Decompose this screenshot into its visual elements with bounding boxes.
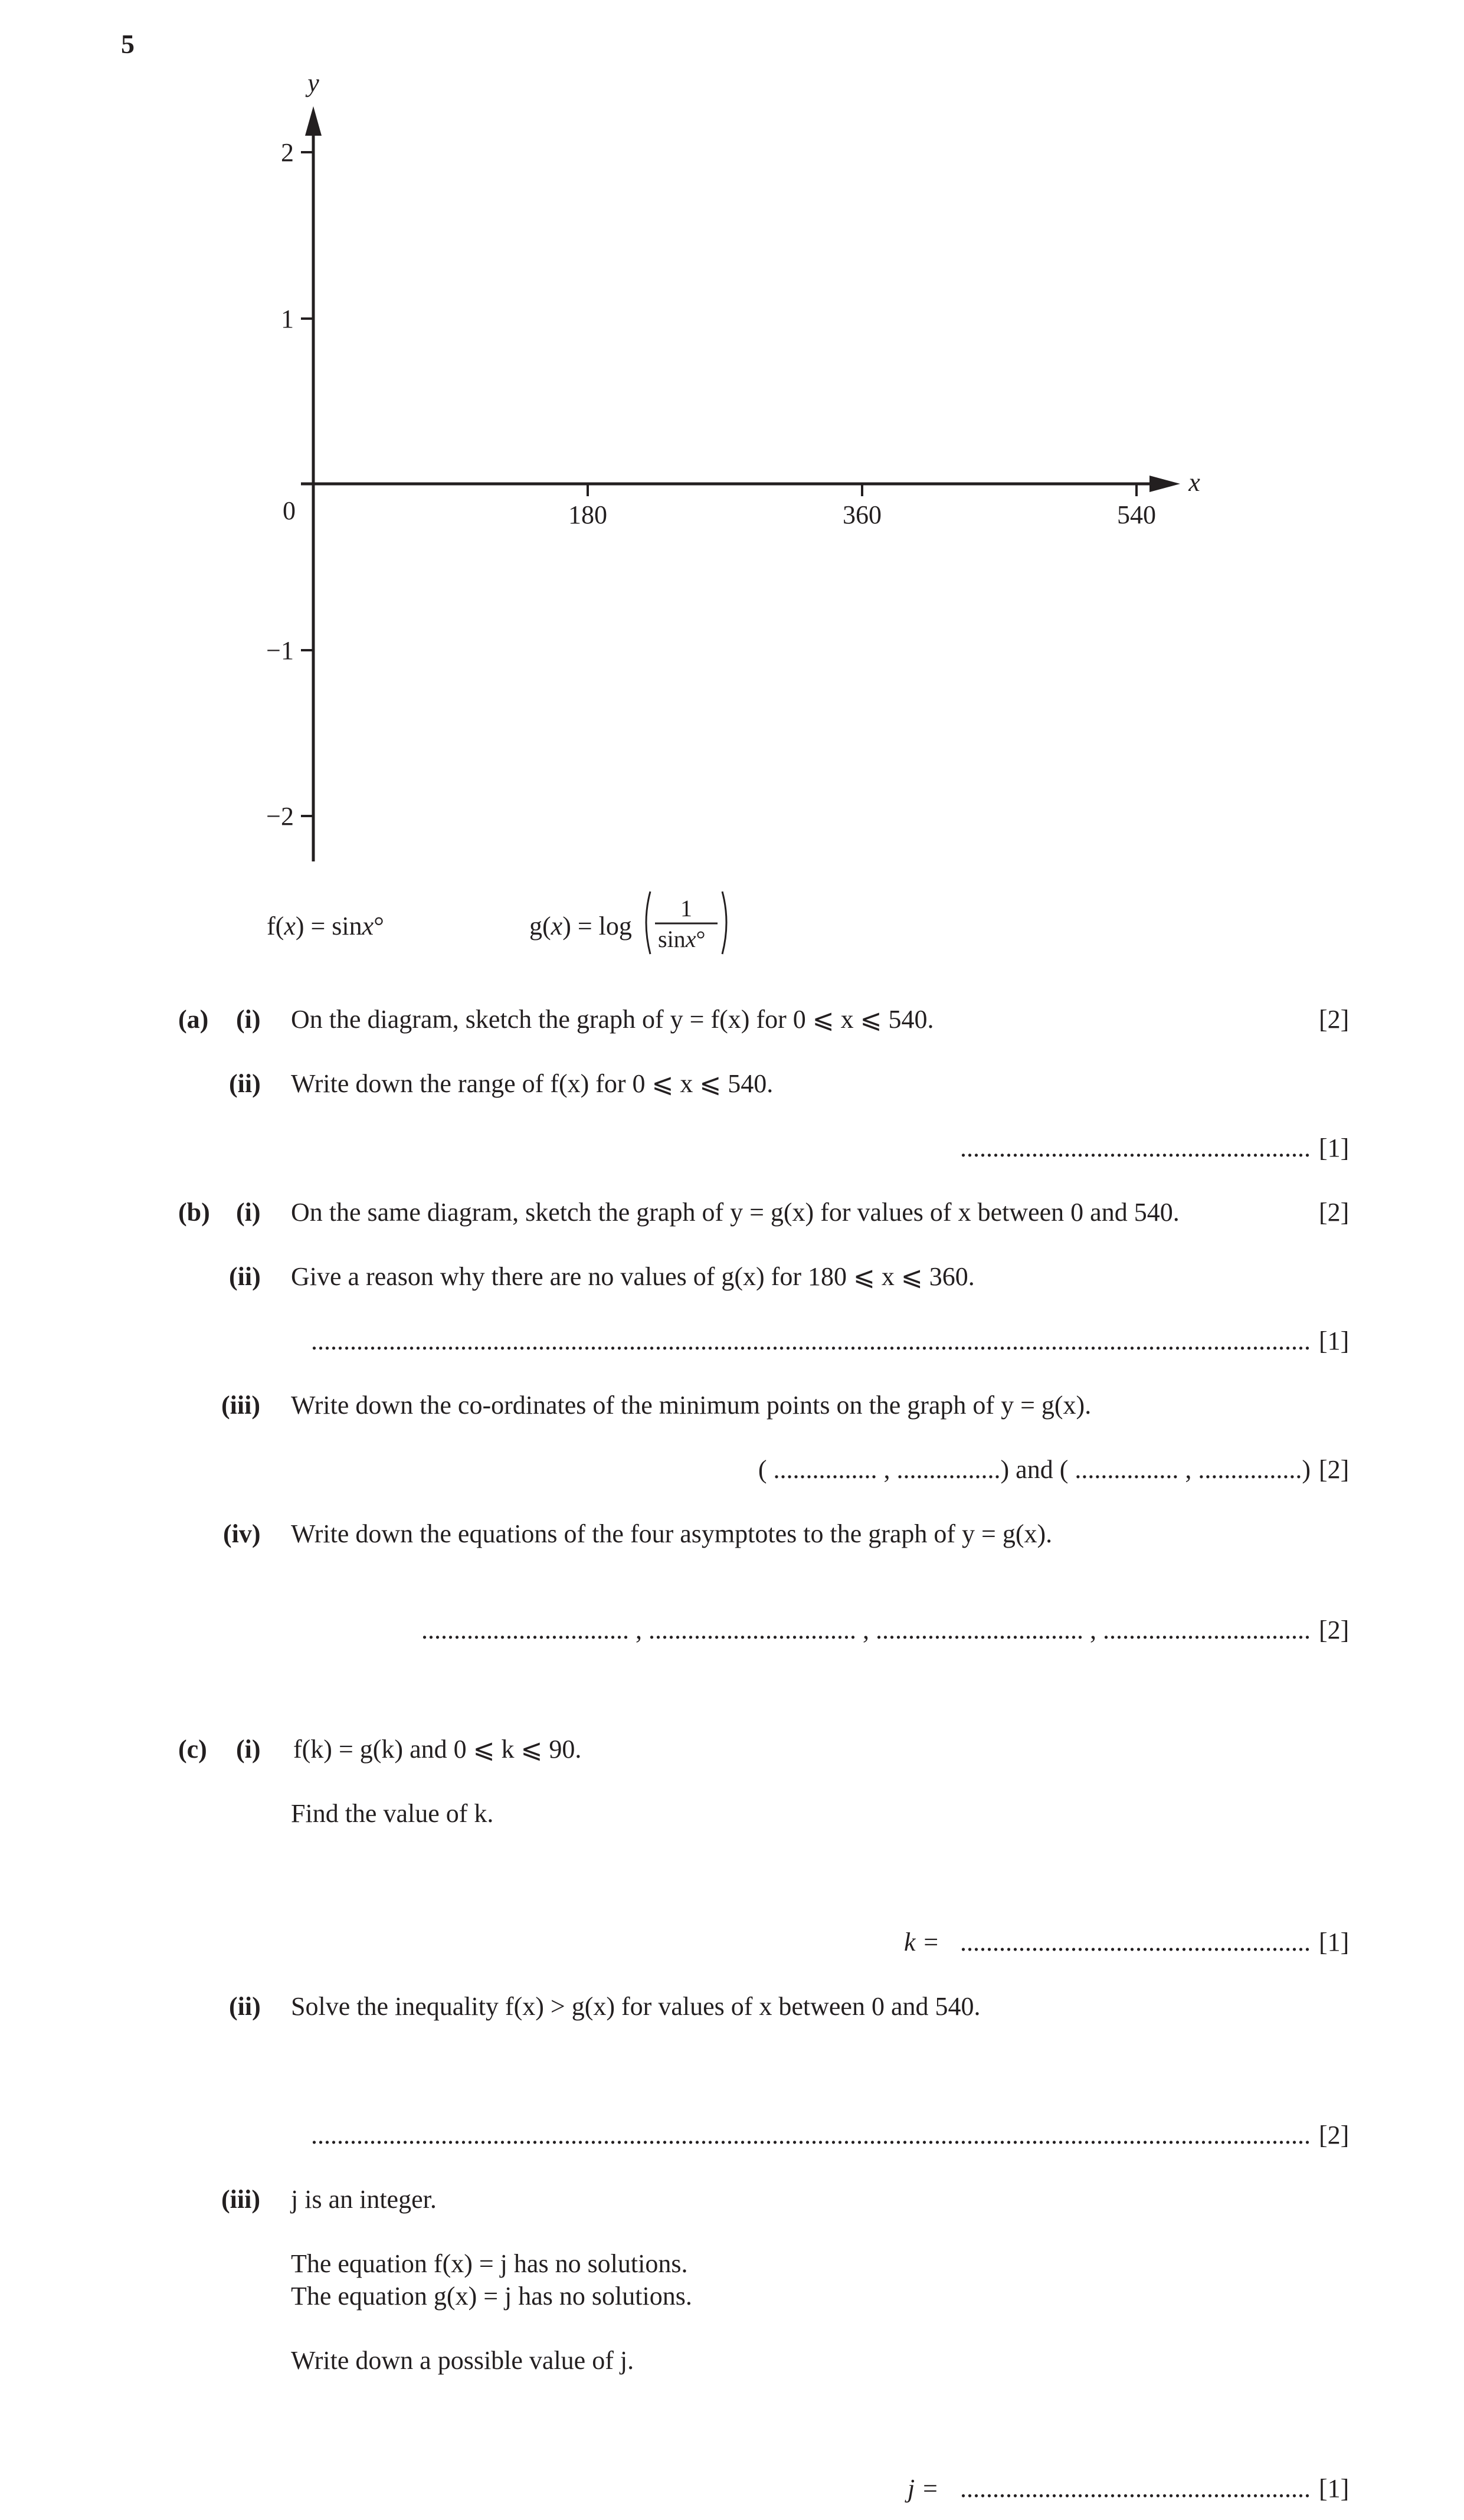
part-c-iii-label: (iii) [221, 2185, 260, 2214]
part-b-iv-text: Write down the equations of the four asymptotes to the graph of y = g(x). [291, 1519, 1053, 1548]
part-a-ii-marks: [1] [1319, 1133, 1350, 1162]
part-c-i-answer-line[interactable]: ...................................................... [960, 1928, 1311, 1957]
part-c-label: (c) [178, 1735, 207, 1764]
part-b-iii-answer-line[interactable]: ( ................ , ................) and ( ................ , ................) [758, 1455, 1311, 1484]
question-number: 5 [121, 29, 135, 59]
part-b-ii-text: Give a reason why there are no values of g(x) for 180 ⩽ x ⩽ 360. [291, 1262, 975, 1291]
x-tick-label-540: 540 [1117, 500, 1156, 529]
part-c-iii-answer-line[interactable]: ...................................................... [960, 2474, 1311, 2503]
part-b-i-text: On the same diagram, sketch the graph of y = g(x) for values of x between 0 and 540. [291, 1198, 1180, 1227]
part-c-i-answer-prefix: k = [904, 1928, 940, 1957]
part-c-i-label: (i) [236, 1735, 261, 1764]
part-b-iv-marks: [2] [1319, 1615, 1350, 1644]
y-tick-label-1: 1 [281, 304, 294, 333]
part-c-i-text: f(k) = g(k) and 0 ⩽ k ⩽ 90. [293, 1735, 582, 1764]
part-c-i-marks: [1] [1319, 1928, 1350, 1957]
g-fraction [642, 888, 731, 959]
part-c-iii-answer-prefix: j = [908, 2474, 939, 2503]
y-axis-label: y [307, 68, 319, 97]
y-tick-label-minus-1: −1 [266, 636, 294, 665]
part-b-iii-marks: [2] [1319, 1455, 1350, 1484]
part-c-ii-answer-line[interactable]: .......................................................................................................................................................... [311, 2122, 1311, 2148]
part-c-ii-text: Solve the inequality f(x) > g(x) for values of x between 0 and 540. [291, 1992, 981, 2021]
g-definition: g(x) = log [529, 912, 632, 941]
x-axis-label: x [1188, 468, 1200, 497]
part-b-label: (b) [178, 1198, 210, 1227]
part-a-ii-answer-line[interactable]: ...................................................... [960, 1133, 1311, 1162]
part-c-iii-instruction: Write down a possible value of j. [291, 2346, 634, 2375]
part-b-i-label: (i) [236, 1198, 261, 1227]
part-c-i-instruction: Find the value of k. [291, 1799, 494, 1828]
x-tick-label-180: 180 [568, 500, 607, 529]
part-b-ii-marks: [1] [1319, 1326, 1350, 1355]
part-b-iii-text: Write down the co-ordinates of the minimum points on the graph of y = g(x). [291, 1391, 1092, 1420]
part-a-i-marks: [2] [1319, 1005, 1350, 1034]
part-b-ii-label: (ii) [229, 1262, 261, 1291]
part-a-i-text: On the diagram, sketch the graph of y = f(x) for 0 ⩽ x ⩽ 540. [291, 1005, 934, 1034]
f-definition: f(x) = sinx° [267, 912, 384, 941]
part-c-ii-label: (ii) [229, 1992, 261, 2021]
part-b-iii-label: (iii) [221, 1391, 260, 1420]
x-tick-label-360: 360 [843, 500, 882, 529]
part-c-iii-line1: The equation f(x) = j has no solutions. [291, 2249, 688, 2278]
origin-label: 0 [283, 496, 296, 525]
part-c-ii-marks: [2] [1319, 2121, 1350, 2149]
part-c-iii-line2: The equation g(x) = j has no solutions. [291, 2282, 692, 2311]
part-a-ii-label: (ii) [229, 1069, 261, 1098]
sketch-grid [0, 0, 1464, 897]
part-a-label: (a) [178, 1005, 209, 1034]
part-a-i-label: (i) [236, 1005, 261, 1034]
y-axis-arrow [305, 106, 322, 136]
part-c-iii-marks: [1] [1319, 2474, 1350, 2503]
part-b-i-marks: [2] [1319, 1198, 1350, 1227]
part-b-ii-answer-line[interactable]: .......................................................................................................................................................... [311, 1328, 1311, 1354]
part-a-ii-text: Write down the range of f(x) for 0 ⩽ x ⩽ 540. [291, 1069, 774, 1098]
part-b-iv-label: (iv) [223, 1519, 261, 1548]
y-tick-label-2: 2 [281, 138, 294, 167]
part-b-iv-answer-line[interactable]: ................................ , ................................ , ................................ , ................................ [421, 1617, 1311, 1643]
g-denominator: sinx° [658, 926, 706, 952]
part-c-iii-text: j is an integer. [291, 2185, 437, 2214]
y-tick-label-minus-2: −2 [266, 802, 294, 831]
g-numerator: 1 [680, 895, 692, 922]
x-axis-arrow [1149, 476, 1180, 492]
